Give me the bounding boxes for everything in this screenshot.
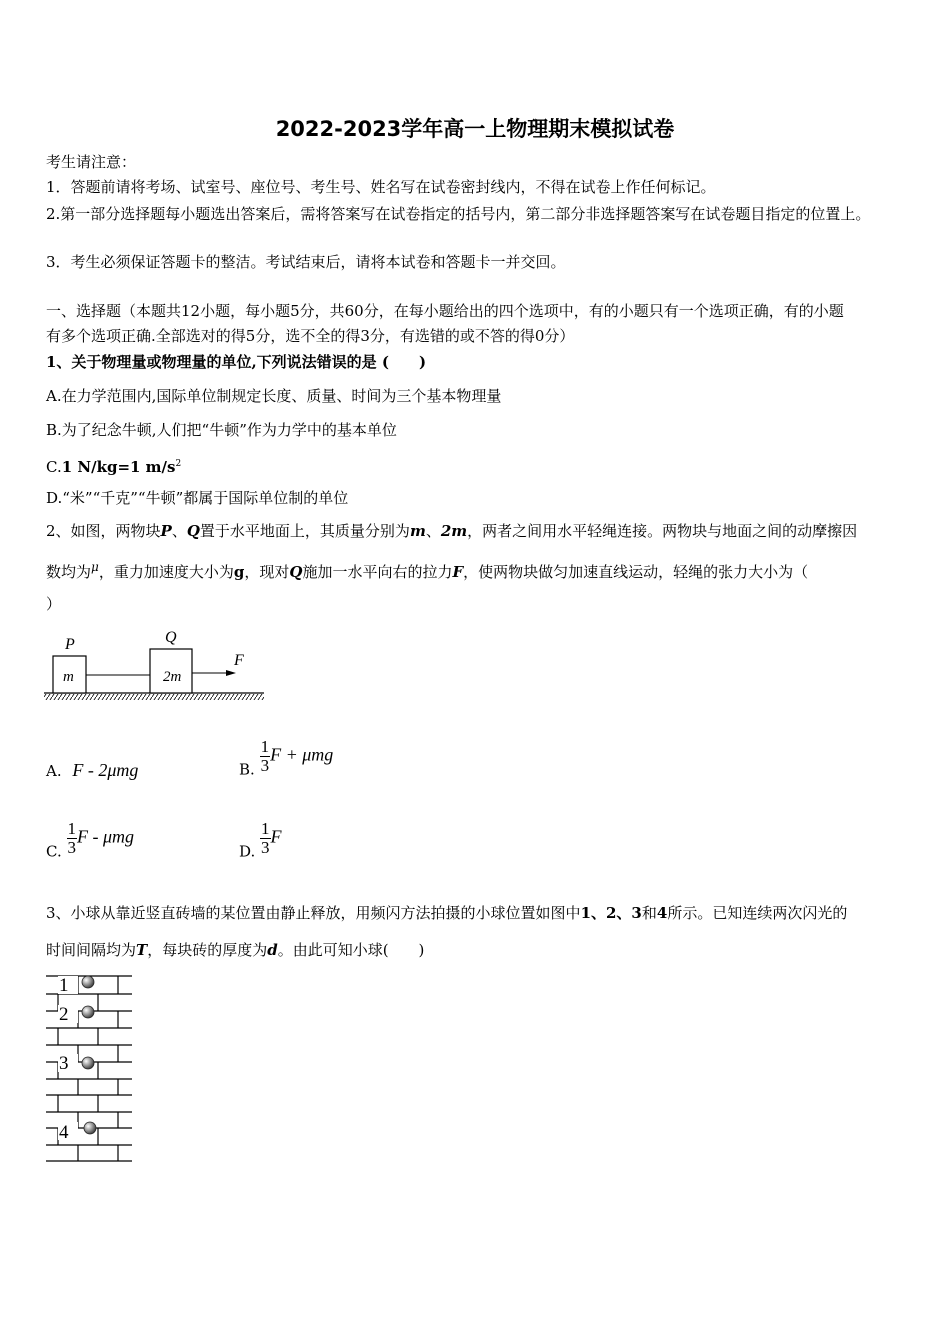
q2-text: 、 [425, 522, 441, 540]
q1-option-c-label: C. [46, 458, 62, 476]
q1-stem-text: 1、关于物理量或物理量的单位,下列说法错误的是 ( ) [46, 353, 427, 371]
q1-stem [46, 352, 906, 372]
q2-text: ，现对 [244, 563, 290, 581]
q2-option-a [46, 760, 138, 781]
q3-text: 3、小球从靠近竖直砖墙的某位置由静止释放，用频闪方法拍摄的小球位置如图中 [46, 904, 581, 922]
fraction-denominator: 3 [67, 838, 76, 857]
ball-position-3 [82, 1057, 94, 1069]
force-arrow-head [226, 670, 236, 676]
position-label-3: 3 [59, 1053, 69, 1074]
q1-option-a: A.在力学范围内,国际单位制规定长度、质量、时间为三个基本物理量 [46, 387, 502, 405]
q3-number-4: 4 [656, 904, 668, 922]
q2-text: 、 [171, 522, 187, 540]
q2-option-c-expr: F - μmg [77, 826, 135, 847]
label-P: P [65, 636, 75, 653]
fraction-denominator: 3 [261, 838, 270, 857]
notice-heading: 考生请注意： [46, 153, 137, 171]
section-heading-line2: 有多个选项正确.全部选对的得5分，选不全的得3分，有选错的或不答的得0分） [46, 327, 575, 345]
ball-position-4 [84, 1122, 96, 1134]
q2-var-g: g [233, 563, 245, 581]
q2-option-d [239, 820, 282, 861]
q2-var-Q: Q [289, 563, 303, 581]
q2-text: 2、如图，两物块 [46, 522, 161, 540]
q1-option-c-sup: 2 [175, 459, 182, 469]
label-Q: Q [165, 629, 177, 646]
fraction-numerator: 1 [261, 819, 270, 838]
position-label-4: 4 [59, 1122, 69, 1143]
q2-var-P: P [160, 522, 172, 540]
q3-stem-line2 [46, 940, 906, 960]
q2-var-Q: Q [186, 522, 200, 540]
ball-position-2 [82, 1006, 94, 1018]
ground-hatching [44, 694, 264, 700]
q3-var-d: d [267, 941, 278, 959]
q2-option-a-label: A. [46, 762, 62, 780]
q3-brick-wall-figure [44, 970, 136, 1166]
q3-text: ，每块砖的厚度为 [147, 941, 268, 959]
q3-text: 和 [641, 904, 657, 922]
q2-option-c [46, 820, 134, 861]
q2-text: 数均为 [46, 563, 92, 581]
fraction-denominator: 3 [260, 756, 270, 775]
q3-text: 。由此可知小球( ) [277, 941, 425, 959]
mass-Q: 2m [163, 669, 182, 685]
fraction-numerator: 1 [260, 737, 270, 756]
q3-numbers: 1、2、3 [580, 904, 642, 922]
fraction-numerator: 1 [67, 819, 76, 838]
q2-var-2m: 2m [440, 522, 468, 540]
q3-var-T: T [136, 941, 148, 959]
position-label-2: 2 [59, 1004, 69, 1025]
q2-var-m: m [409, 522, 426, 540]
q2-var-mu: μ [91, 560, 99, 574]
q1-option-d: D.“米”“千克”“牛顿”都属于国际单位制的单位 [46, 489, 349, 507]
q2-option-a-expr: F - 2μmg [72, 760, 139, 780]
q1-option-b: B.为了纪念牛顿,人们把“牛顿”作为力学中的基本单位 [46, 421, 397, 439]
q2-text: 施加一水平向右的拉力 [302, 563, 453, 581]
q2-option-d-expr: F [270, 826, 282, 847]
q2-option-d-label: D. [239, 842, 256, 861]
label-F: F [234, 652, 244, 669]
q2-text: ，重力加速度大小为 [98, 563, 234, 581]
q2-var-F: F [452, 563, 464, 581]
q3-stem-line1 [46, 903, 906, 923]
notice-item-2: 2.第一部分选择题每小题选出答案后，需将答案写在试卷指定的括号内，第二部分非选择题答案写在试卷题目指定的位置上。 [46, 205, 871, 223]
q3-text: 时间间隔均为 [46, 941, 137, 959]
section-heading-line1: 一、选择题（本题共12小题，每小题5分，共60分，在每小题给出的四个选项中，有的小题只有一个选项正确，有的小题 [46, 302, 844, 320]
q2-option-d-fraction [260, 820, 271, 857]
q2-text: 置于水平地面上，其质量分别为 [199, 522, 410, 540]
q2-option-c-fraction [67, 820, 78, 857]
page-title: 2022-2023学年高一上物理期末模拟试卷 [275, 117, 675, 141]
ball-position-1 [82, 976, 94, 988]
q2-blocks-figure [44, 625, 274, 705]
q1-option-c-text: 1 N/kg=1 m/s [61, 458, 176, 476]
q2-option-b [239, 738, 333, 779]
q2-option-c-label: C. [46, 842, 62, 861]
q2-option-b-expr: F + μmg [270, 744, 334, 765]
q2-option-b-fraction [260, 738, 271, 775]
q2-option-b-label: B. [239, 760, 255, 779]
mass-P: m [63, 669, 74, 685]
q2-stem-line2 [46, 557, 906, 582]
notice-item-1: 1．答题前请将考场、试室号、座位号、考生号、姓名写在试卷密封线内，不得在试卷上作任何标记。 [46, 178, 716, 196]
q2-stem-line3: ） [46, 595, 62, 613]
notice-item-3: 3．考生必须保证答题卡的整洁。考试结束后，请将本试卷和答题卡一并交回。 [46, 253, 566, 271]
q2-stem-line1 [46, 521, 906, 541]
q2-text: ，使两物块做匀加速直线运动，轻绳的张力大小为（ [463, 563, 809, 581]
q1-option-c [46, 454, 906, 477]
q2-text: ，两者之间用水平轻绳连接。两物块与地面之间的动摩擦因 [467, 522, 858, 540]
q3-text: 所示。已知连续两次闪光的 [667, 904, 848, 922]
position-label-1: 1 [59, 975, 69, 996]
